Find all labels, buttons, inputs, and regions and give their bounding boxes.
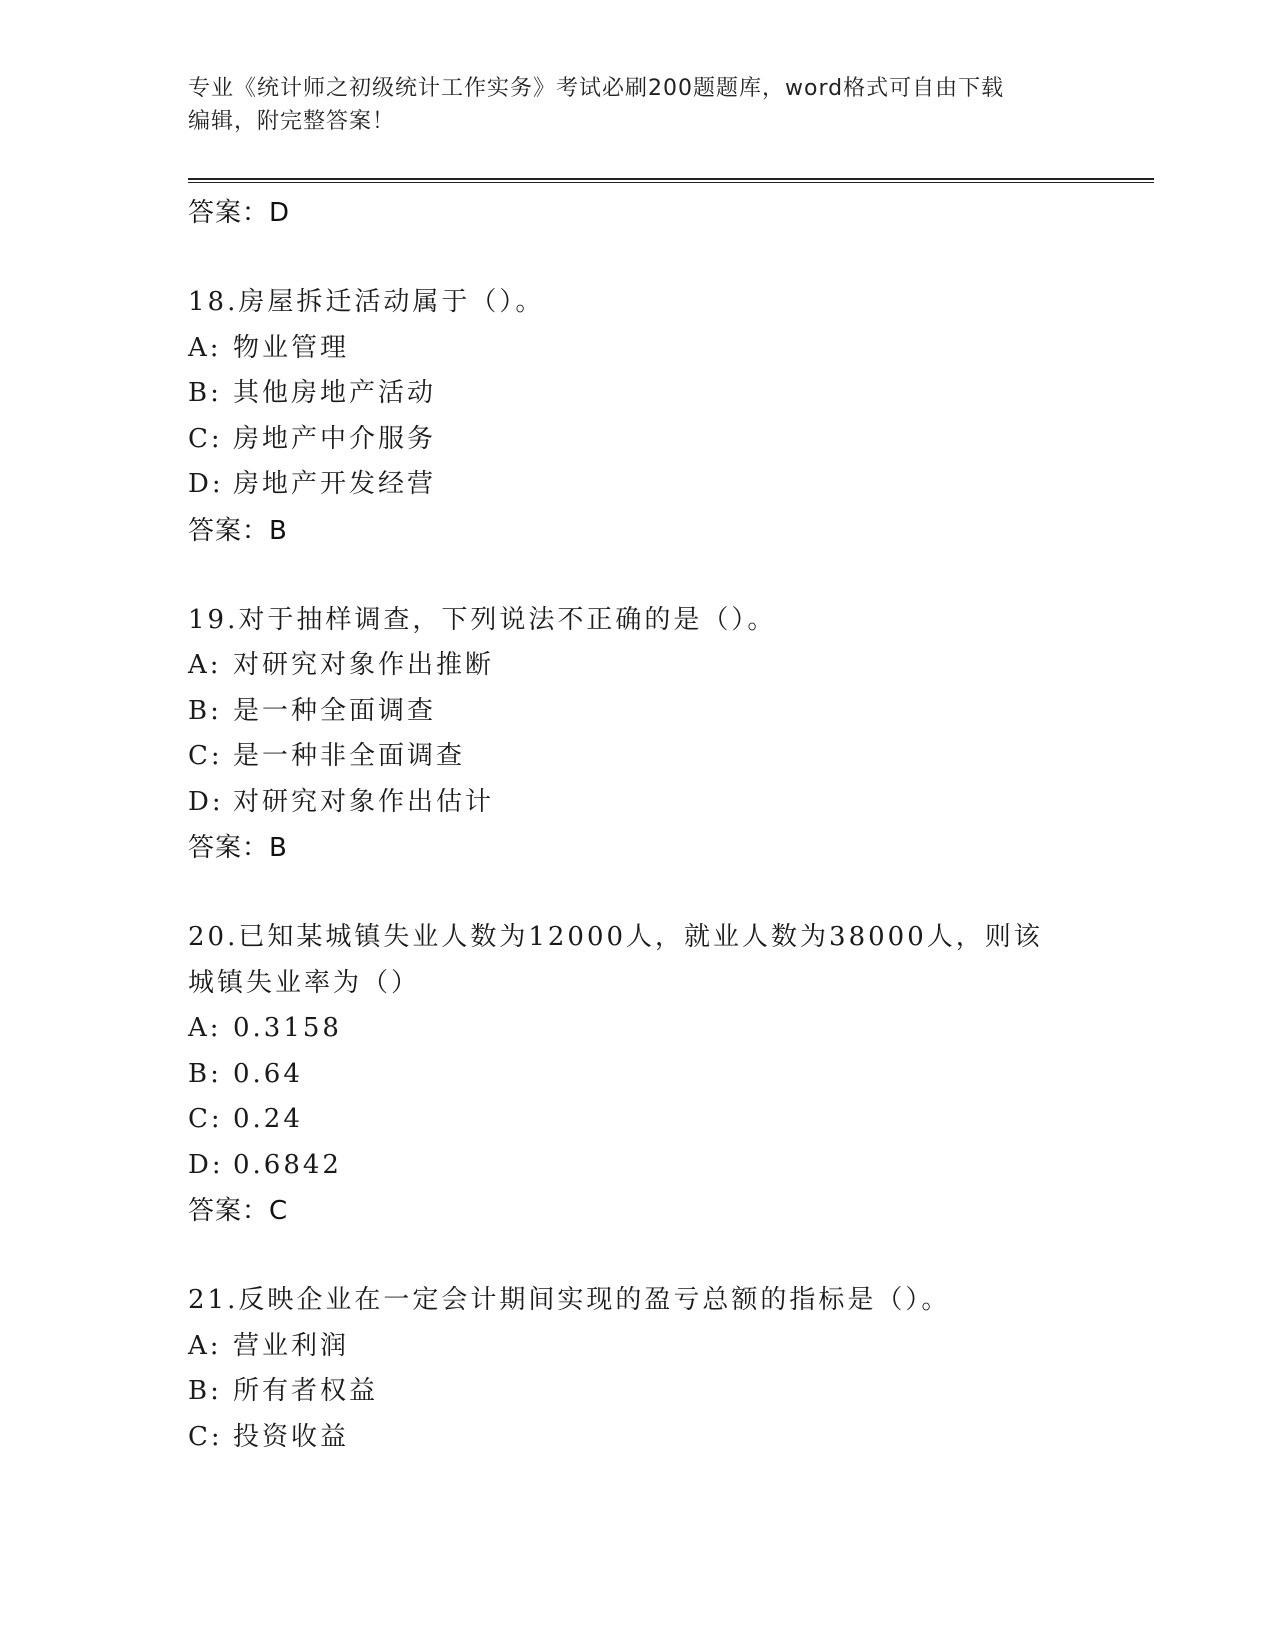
option-key: D: — [188, 786, 224, 817]
option-key: D: — [188, 1149, 224, 1180]
option-text: 其他房地产活动 — [233, 378, 437, 408]
option-key: B: — [188, 378, 222, 408]
option-text: 0.24 — [233, 1104, 303, 1134]
question-block — [188, 915, 1148, 1234]
answer-text: 答案：B — [188, 515, 288, 546]
option-key: D: — [188, 469, 224, 499]
option-key: A: — [188, 1330, 222, 1361]
question-text: 20.已知某城镇失业人数为12000人，就业人数为38000人，则该城镇失业率为（） — [188, 922, 1043, 998]
option-text: 0.64 — [233, 1058, 303, 1089]
option-key: C: — [188, 1421, 223, 1452]
header-title-line-1: 专业《统计师之初级统计工作实务》考试必刷200题题库，word格式可自由下载 — [188, 76, 1005, 101]
option-text: 物业管理 — [233, 332, 350, 363]
previous-answer: 答案：D — [188, 198, 291, 228]
option-d — [188, 780, 1148, 826]
option-text: 是一种全面调查 — [233, 695, 437, 726]
option-text: 是一种非全面调查 — [233, 741, 466, 771]
question-list — [188, 190, 1148, 1460]
option-key: B: — [188, 1058, 222, 1089]
option-b — [188, 689, 1148, 735]
option-c — [188, 1415, 1148, 1461]
spacer — [188, 554, 1148, 598]
option-key: B: — [188, 695, 222, 726]
option-key: C: — [188, 1104, 223, 1134]
option-a — [188, 326, 1148, 372]
option-a — [188, 1006, 1148, 1052]
option-text: 所有者权益 — [233, 1376, 379, 1406]
option-text: 对研究对象作出估计 — [233, 786, 495, 817]
option-b — [188, 1369, 1148, 1415]
option-b — [188, 1052, 1148, 1098]
option-key: C: — [188, 741, 223, 771]
option-text: 投资收益 — [233, 1421, 350, 1452]
spacer — [188, 236, 1148, 280]
option-text: 房地产中介服务 — [233, 423, 437, 454]
option-key: A: — [188, 1013, 222, 1043]
option-a — [188, 643, 1148, 689]
option-text: 0.3158 — [233, 1013, 342, 1043]
option-key: A: — [188, 332, 222, 363]
answer-text: 答案：B — [188, 833, 288, 863]
option-d — [188, 1143, 1148, 1189]
question-text: 19.对于抽样调查，下列说法不正确的是（）。 — [188, 604, 777, 635]
option-key: A: — [188, 650, 222, 680]
option-text: 对研究对象作出推断 — [233, 650, 495, 680]
option-key: B: — [188, 1376, 222, 1406]
option-b — [188, 371, 1148, 417]
question-text: 21.反映企业在一定会计期间实现的盈亏总额的指标是（）。 — [188, 1285, 951, 1315]
option-c — [188, 734, 1148, 780]
option-a — [188, 1324, 1148, 1370]
spacer — [188, 871, 1148, 915]
spacer — [188, 1234, 1148, 1278]
option-c — [188, 1097, 1148, 1143]
header-divider — [188, 178, 1154, 183]
option-text: 0.6842 — [233, 1149, 342, 1180]
question-block — [188, 598, 1148, 872]
question-block — [188, 280, 1148, 554]
question-block — [188, 1278, 1148, 1460]
option-text: 房地产开发经营 — [233, 469, 437, 499]
question-text: 18.房屋拆迁活动属于（）。 — [188, 287, 545, 317]
option-key: C: — [188, 423, 223, 454]
header-title-line-2: 编辑，附完整答案！ — [188, 109, 396, 134]
option-d — [188, 462, 1148, 508]
document-header — [188, 72, 1088, 138]
option-text: 营业利润 — [233, 1330, 350, 1361]
option-c — [188, 417, 1148, 463]
answer-text: 答案：C — [188, 1196, 289, 1226]
